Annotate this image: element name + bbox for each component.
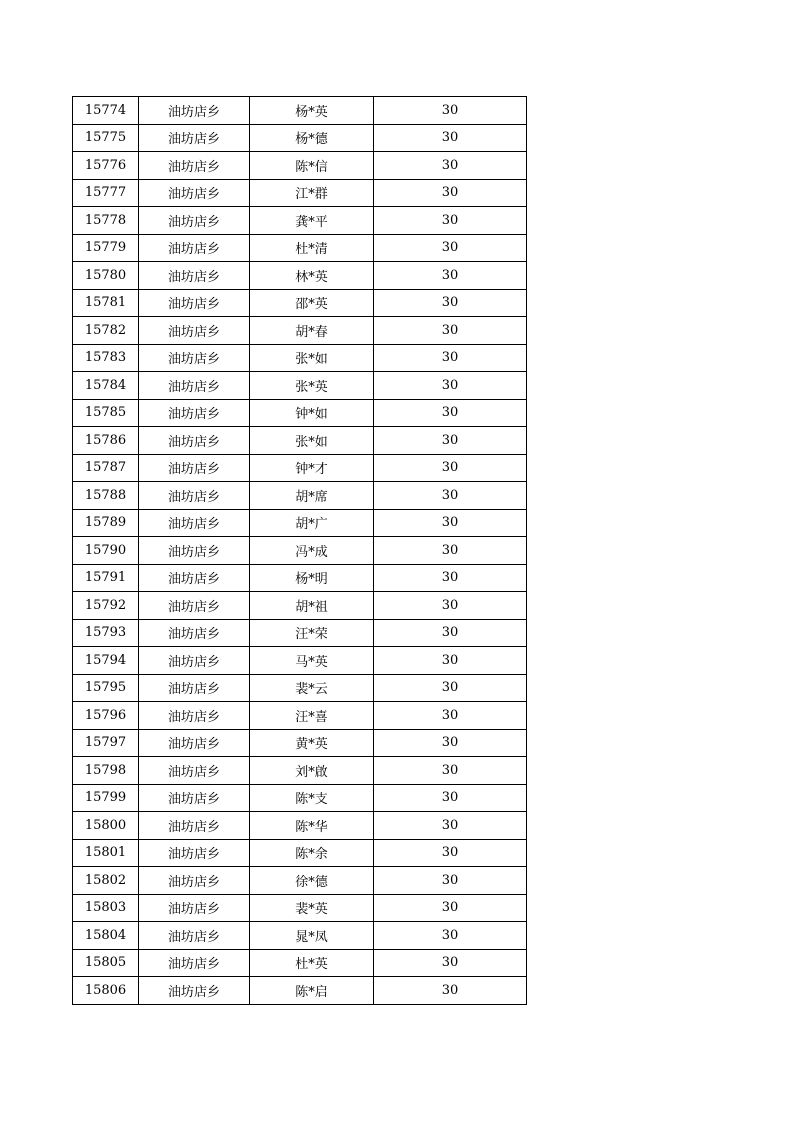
amount-cell: 30 bbox=[374, 124, 527, 152]
table-row bbox=[73, 867, 527, 895]
town-cell: 油坊店乡 bbox=[139, 729, 250, 757]
amount-cell: 30 bbox=[374, 729, 527, 757]
name-cell: 冯*成 bbox=[250, 537, 374, 565]
name-cell: 邵*英 bbox=[250, 289, 374, 317]
row-id-cell: 15795 bbox=[73, 674, 139, 702]
amount-cell: 30 bbox=[374, 179, 527, 207]
amount-cell: 30 bbox=[374, 399, 527, 427]
name-cell: 陈*信 bbox=[250, 152, 374, 180]
row-id-cell: 15802 bbox=[73, 867, 139, 895]
name-cell: 陈*华 bbox=[250, 812, 374, 840]
row-id-cell: 15798 bbox=[73, 757, 139, 785]
town-cell: 油坊店乡 bbox=[139, 124, 250, 152]
row-id-cell: 15788 bbox=[73, 482, 139, 510]
town-cell: 油坊店乡 bbox=[139, 592, 250, 620]
name-cell: 杨*明 bbox=[250, 564, 374, 592]
amount-cell: 30 bbox=[374, 234, 527, 262]
row-id-cell: 15796 bbox=[73, 702, 139, 730]
row-id-cell: 15789 bbox=[73, 509, 139, 537]
table-row bbox=[73, 427, 527, 455]
name-cell: 裴*英 bbox=[250, 894, 374, 922]
town-cell: 油坊店乡 bbox=[139, 317, 250, 345]
town-cell: 油坊店乡 bbox=[139, 344, 250, 372]
amount-cell: 30 bbox=[374, 867, 527, 895]
amount-cell: 30 bbox=[374, 509, 527, 537]
table-row bbox=[73, 757, 527, 785]
name-cell: 龚*平 bbox=[250, 207, 374, 235]
amount-cell: 30 bbox=[374, 207, 527, 235]
table-row bbox=[73, 482, 527, 510]
town-cell: 油坊店乡 bbox=[139, 702, 250, 730]
town-cell: 油坊店乡 bbox=[139, 372, 250, 400]
town-cell: 油坊店乡 bbox=[139, 977, 250, 1005]
table-row bbox=[73, 812, 527, 840]
amount-cell: 30 bbox=[374, 894, 527, 922]
amount-cell: 30 bbox=[374, 344, 527, 372]
row-id-cell: 15775 bbox=[73, 124, 139, 152]
table-row bbox=[73, 949, 527, 977]
row-id-cell: 15774 bbox=[73, 97, 139, 125]
row-id-cell: 15777 bbox=[73, 179, 139, 207]
name-cell: 裴*云 bbox=[250, 674, 374, 702]
amount-cell: 30 bbox=[374, 812, 527, 840]
row-id-cell: 15786 bbox=[73, 427, 139, 455]
table-row bbox=[73, 317, 527, 345]
name-cell: 钟*如 bbox=[250, 399, 374, 427]
row-id-cell: 15785 bbox=[73, 399, 139, 427]
table-row bbox=[73, 454, 527, 482]
table-row bbox=[73, 619, 527, 647]
amount-cell: 30 bbox=[374, 454, 527, 482]
row-id-cell: 15801 bbox=[73, 839, 139, 867]
amount-cell: 30 bbox=[374, 427, 527, 455]
row-id-cell: 15781 bbox=[73, 289, 139, 317]
name-cell: 刘*啟 bbox=[250, 757, 374, 785]
amount-cell: 30 bbox=[374, 289, 527, 317]
town-cell: 油坊店乡 bbox=[139, 427, 250, 455]
row-id-cell: 15790 bbox=[73, 537, 139, 565]
row-id-cell: 15794 bbox=[73, 647, 139, 675]
table-row bbox=[73, 344, 527, 372]
town-cell: 油坊店乡 bbox=[139, 234, 250, 262]
town-cell: 油坊店乡 bbox=[139, 207, 250, 235]
row-id-cell: 15803 bbox=[73, 894, 139, 922]
row-id-cell: 15791 bbox=[73, 564, 139, 592]
town-cell: 油坊店乡 bbox=[139, 619, 250, 647]
town-cell: 油坊店乡 bbox=[139, 894, 250, 922]
row-id-cell: 15787 bbox=[73, 454, 139, 482]
table-row bbox=[73, 372, 527, 400]
town-cell: 油坊店乡 bbox=[139, 812, 250, 840]
amount-cell: 30 bbox=[374, 564, 527, 592]
table-row bbox=[73, 564, 527, 592]
name-cell: 胡*席 bbox=[250, 482, 374, 510]
name-cell: 陈*支 bbox=[250, 784, 374, 812]
table-row bbox=[73, 839, 527, 867]
table-row bbox=[73, 399, 527, 427]
amount-cell: 30 bbox=[374, 977, 527, 1005]
table-row bbox=[73, 674, 527, 702]
table-row bbox=[73, 152, 527, 180]
data-table bbox=[72, 96, 527, 1005]
amount-cell: 30 bbox=[374, 372, 527, 400]
name-cell: 汪*喜 bbox=[250, 702, 374, 730]
table-row bbox=[73, 894, 527, 922]
table-row bbox=[73, 509, 527, 537]
amount-cell: 30 bbox=[374, 152, 527, 180]
name-cell: 杜*清 bbox=[250, 234, 374, 262]
town-cell: 油坊店乡 bbox=[139, 757, 250, 785]
town-cell: 油坊店乡 bbox=[139, 262, 250, 290]
name-cell: 晁*凤 bbox=[250, 922, 374, 950]
town-cell: 油坊店乡 bbox=[139, 399, 250, 427]
name-cell: 张*如 bbox=[250, 427, 374, 455]
town-cell: 油坊店乡 bbox=[139, 647, 250, 675]
town-cell: 油坊店乡 bbox=[139, 674, 250, 702]
town-cell: 油坊店乡 bbox=[139, 482, 250, 510]
table-row bbox=[73, 207, 527, 235]
row-id-cell: 15793 bbox=[73, 619, 139, 647]
amount-cell: 30 bbox=[374, 784, 527, 812]
name-cell: 陈*启 bbox=[250, 977, 374, 1005]
amount-cell: 30 bbox=[374, 482, 527, 510]
table-row bbox=[73, 289, 527, 317]
row-id-cell: 15783 bbox=[73, 344, 139, 372]
name-cell: 陈*余 bbox=[250, 839, 374, 867]
row-id-cell: 15800 bbox=[73, 812, 139, 840]
row-id-cell: 15780 bbox=[73, 262, 139, 290]
name-cell: 杨*英 bbox=[250, 97, 374, 125]
name-cell: 张*如 bbox=[250, 344, 374, 372]
table-row bbox=[73, 784, 527, 812]
town-cell: 油坊店乡 bbox=[139, 179, 250, 207]
row-id-cell: 15792 bbox=[73, 592, 139, 620]
amount-cell: 30 bbox=[374, 537, 527, 565]
table-row bbox=[73, 729, 527, 757]
town-cell: 油坊店乡 bbox=[139, 454, 250, 482]
row-id-cell: 15799 bbox=[73, 784, 139, 812]
amount-cell: 30 bbox=[374, 262, 527, 290]
name-cell: 林*英 bbox=[250, 262, 374, 290]
town-cell: 油坊店乡 bbox=[139, 509, 250, 537]
table-row bbox=[73, 977, 527, 1005]
name-cell: 徐*德 bbox=[250, 867, 374, 895]
amount-cell: 30 bbox=[374, 592, 527, 620]
town-cell: 油坊店乡 bbox=[139, 839, 250, 867]
name-cell: 胡*广 bbox=[250, 509, 374, 537]
table-row bbox=[73, 922, 527, 950]
table-row bbox=[73, 537, 527, 565]
amount-cell: 30 bbox=[374, 757, 527, 785]
amount-cell: 30 bbox=[374, 647, 527, 675]
amount-cell: 30 bbox=[374, 839, 527, 867]
amount-cell: 30 bbox=[374, 949, 527, 977]
table-row bbox=[73, 234, 527, 262]
name-cell: 钟*才 bbox=[250, 454, 374, 482]
town-cell: 油坊店乡 bbox=[139, 537, 250, 565]
amount-cell: 30 bbox=[374, 702, 527, 730]
name-cell: 汪*荣 bbox=[250, 619, 374, 647]
name-cell: 杨*德 bbox=[250, 124, 374, 152]
amount-cell: 30 bbox=[374, 674, 527, 702]
name-cell: 胡*祖 bbox=[250, 592, 374, 620]
town-cell: 油坊店乡 bbox=[139, 949, 250, 977]
amount-cell: 30 bbox=[374, 97, 527, 125]
town-cell: 油坊店乡 bbox=[139, 289, 250, 317]
table-row bbox=[73, 647, 527, 675]
amount-cell: 30 bbox=[374, 922, 527, 950]
name-cell: 江*群 bbox=[250, 179, 374, 207]
amount-cell: 30 bbox=[374, 619, 527, 647]
row-id-cell: 15779 bbox=[73, 234, 139, 262]
table-row bbox=[73, 592, 527, 620]
town-cell: 油坊店乡 bbox=[139, 152, 250, 180]
name-cell: 张*英 bbox=[250, 372, 374, 400]
name-cell: 黄*英 bbox=[250, 729, 374, 757]
row-id-cell: 15776 bbox=[73, 152, 139, 180]
town-cell: 油坊店乡 bbox=[139, 564, 250, 592]
row-id-cell: 15778 bbox=[73, 207, 139, 235]
table-row bbox=[73, 262, 527, 290]
amount-cell: 30 bbox=[374, 317, 527, 345]
town-cell: 油坊店乡 bbox=[139, 97, 250, 125]
table-body bbox=[73, 97, 527, 1005]
name-cell: 马*英 bbox=[250, 647, 374, 675]
row-id-cell: 15782 bbox=[73, 317, 139, 345]
table-row bbox=[73, 97, 527, 125]
name-cell: 胡*春 bbox=[250, 317, 374, 345]
row-id-cell: 15806 bbox=[73, 977, 139, 1005]
row-id-cell: 15784 bbox=[73, 372, 139, 400]
table-row bbox=[73, 702, 527, 730]
name-cell: 杜*英 bbox=[250, 949, 374, 977]
row-id-cell: 15805 bbox=[73, 949, 139, 977]
table-row bbox=[73, 179, 527, 207]
table-row bbox=[73, 124, 527, 152]
row-id-cell: 15797 bbox=[73, 729, 139, 757]
town-cell: 油坊店乡 bbox=[139, 784, 250, 812]
row-id-cell: 15804 bbox=[73, 922, 139, 950]
town-cell: 油坊店乡 bbox=[139, 867, 250, 895]
town-cell: 油坊店乡 bbox=[139, 922, 250, 950]
